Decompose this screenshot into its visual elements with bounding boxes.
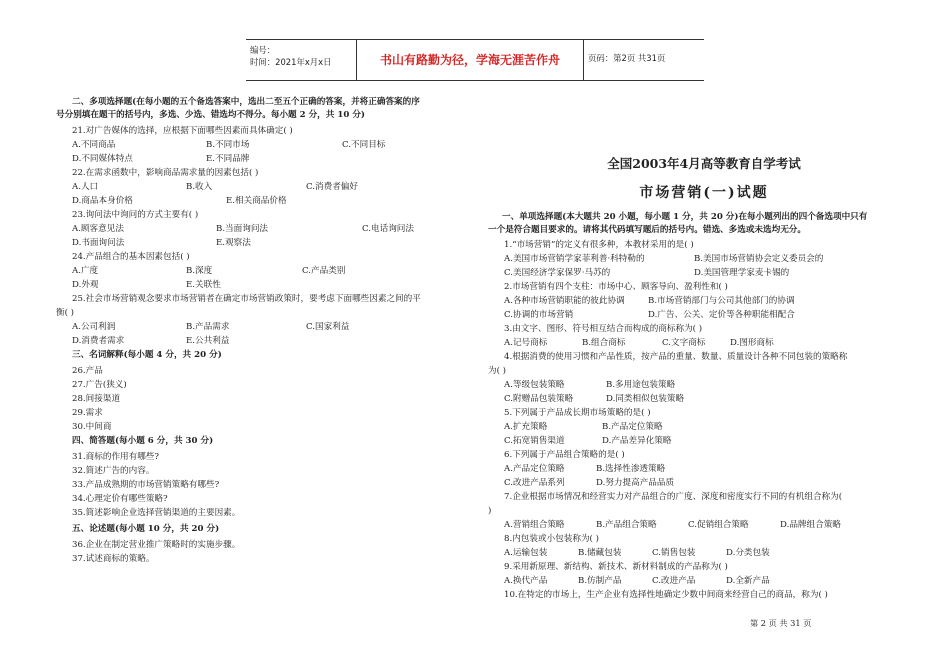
q8-option-b: B.储藏包装	[578, 548, 622, 558]
q2-option-d: D.广告、公关、定价等各种职能相配合	[648, 310, 795, 320]
question-1: 1.“市场营销”的定义有很多种，本教材采用的是( )	[504, 240, 694, 250]
q24-option-e: E.关联性	[186, 280, 221, 290]
q25-option-b: B.产品需求	[186, 322, 230, 332]
q5-option-a: A.扩充策略	[504, 422, 548, 432]
question-35: 35.简述影响企业选择营销渠道的主要因素。	[72, 508, 241, 518]
q25-option-a: A.公司利润	[72, 322, 116, 332]
question-30: 30.中间商	[72, 422, 112, 432]
question-22: 22.在需求函数中，影响商品需求量的因素包括( )	[72, 168, 259, 178]
q5-option-b: B.产品定位策略	[602, 422, 663, 432]
q9-option-b: B.仿制产品	[578, 576, 622, 586]
page-header	[246, 39, 704, 81]
question-9: 9.采用新原理、新结构、新技术、新材料制成的产品称为( )	[504, 562, 728, 572]
q21-option-d: D.不同媒体特点	[72, 154, 133, 164]
header-left	[250, 44, 331, 68]
question-8: 8.内包装或小包装称为( )	[504, 534, 599, 544]
question-36: 36.企业在制定营业推广策略时的实施步骤。	[72, 540, 241, 550]
q25-option-c: C.国家利益	[306, 322, 350, 332]
section1-heading-line2: 一个是符合题目要求的。请将其代码填写题后的括号内。错选、多选或未选均无分。	[488, 225, 806, 235]
q24-option-a: A.广度	[72, 266, 99, 276]
question-7-line2: )	[488, 506, 492, 516]
question-29: 29.需求	[72, 408, 103, 418]
q8-option-c: C.销售包装	[652, 548, 696, 558]
q2-option-c: C.协调的市场营销	[504, 310, 574, 320]
question-5: 5.下列属于产品成长期市场策略的是( )	[504, 408, 651, 418]
q22-option-b: B.收入	[186, 182, 213, 192]
q5-option-c: C.拓宽销售渠道	[504, 436, 565, 446]
q1-option-b: B.美国市场营销协会定义委员会的	[694, 254, 824, 264]
question-32: 32.简述广告的内容。	[72, 466, 155, 476]
question-21: 21.对广告媒体的选择，应根据下面哪些因素而具体确定( )	[72, 126, 293, 136]
q21-option-c: C.不同目标	[342, 140, 386, 150]
q3-option-c: C.文字商标	[662, 338, 706, 348]
question-24: 24.产品组合的基本因素包括( )	[72, 252, 190, 262]
q6-option-b: B.选择性渗透策略	[596, 464, 666, 474]
q22-option-a: A.人口	[72, 182, 99, 192]
question-23: 23.询问法中询问的方式主要有( )	[72, 210, 199, 220]
q25-option-e: E.公共利益	[186, 336, 230, 346]
q4-option-a: A.等级包装策略	[504, 380, 565, 390]
q21-option-a: A.不同商品	[72, 140, 116, 150]
question-10: 10.在特定的市场上，生产企业有选择性地确定少数中间商来经营自己的商品，称为( )	[504, 590, 828, 600]
q23-option-a: A.顾客意见法	[72, 224, 124, 234]
q3-option-d: D.图形商标	[730, 338, 774, 348]
q21-option-b: B.不同市场	[206, 140, 250, 150]
question-33: 33.产品成熟期的市场营销策略有哪些?	[72, 480, 220, 490]
q7-option-b: B.产品组合策略	[596, 520, 657, 530]
q23-option-c: C.电话询问法	[362, 224, 414, 234]
q4-option-b: B.多用途包装策略	[606, 380, 676, 390]
q2-option-a: A.各种市场营销职能的彼此协调	[504, 296, 625, 306]
section3-heading: 三、名词解释(每小题 4 分，共 20 分)	[72, 350, 222, 360]
q25-option-d: D.消费者需求	[72, 336, 125, 346]
q7-option-a: A.营销组合策略	[504, 520, 565, 530]
q6-option-a: A.产品定位策略	[504, 464, 565, 474]
question-37: 37.试述商标的策略。	[72, 554, 155, 564]
section4-heading: 四、简答题(每小题 6 分，共 30 分)	[72, 436, 214, 446]
q22-option-c: C.消费者偏好	[306, 182, 358, 192]
question-26: 26.产品	[72, 366, 103, 376]
q1-option-d: D.美国管理学家麦卡锡的	[694, 268, 790, 278]
question-25-line2: 衡( )	[56, 308, 75, 318]
q24-option-b: B.深度	[186, 266, 213, 276]
q5-option-d: D.产品差异化策略	[602, 436, 672, 446]
q24-option-d: D.外观	[72, 280, 99, 290]
question-2: 2.市场营销有四个支柱：市场中心、顾客导向、盈利性和( )	[504, 282, 728, 292]
question-25-line1: 25.社会市场营销观念要求市场营销者在确定市场营销政策时，要考虑下面哪些因素之间的平	[72, 294, 421, 304]
page-footer: 第 2 页 共 31 页	[750, 618, 812, 628]
header-page-label: 页码：第2页 共31页	[588, 53, 666, 63]
question-34: 34.心理定价有哪些策略?	[72, 494, 168, 504]
q8-option-d: D.分类包装	[726, 548, 770, 558]
header-motto: 书山有路勤为径，学海无涯苦作舟	[356, 40, 584, 80]
exam-title: 全国2003年4月高等教育自学考试	[607, 156, 801, 171]
q2-option-b: B.市场营销部门与公司其他部门的协调	[648, 296, 795, 306]
q6-option-c: C.改进产品系列	[504, 478, 565, 488]
q9-option-a: A.换代产品	[504, 576, 548, 586]
q7-option-d: D.品牌组合策略	[780, 520, 841, 530]
q6-option-d: D.努力提高产品品质	[596, 478, 675, 488]
q4-option-d: D.同类相似包装策略	[606, 394, 685, 404]
q1-option-c: C.美国经济学家保罗·马苏的	[504, 268, 611, 278]
header-number-label: 编号：	[250, 45, 276, 55]
q22-option-d: D.商品本身价格	[72, 196, 133, 206]
q3-option-b: B.组合商标	[582, 338, 626, 348]
q1-option-a: A.美国市场营销学家菲利普·科特勒的	[504, 254, 645, 264]
question-4-line1: 4.根据消费的使用习惯和产品性质，按产品的重量、数量、质量设计各种不同包装的策略称	[504, 352, 848, 362]
question-28: 28.间接渠道	[72, 394, 121, 404]
subject-title: 市场营销(一)试题	[639, 185, 769, 201]
question-31: 31.商标的作用有哪些?	[72, 452, 160, 462]
q4-option-c: C.附赠品包装策略	[504, 394, 574, 404]
q9-option-d: D.全新产品	[726, 576, 770, 586]
q9-option-c: C.改进产品	[652, 576, 696, 586]
header-time-label: 时间：2021年x月x日	[250, 57, 332, 67]
q23-option-e: E.观察法	[216, 238, 251, 248]
question-6: 6.下列属于产品组合策略的是( )	[504, 450, 625, 460]
q24-option-c: C.产品类别	[302, 266, 346, 276]
q3-option-a: A.记号商标	[504, 338, 548, 348]
question-27: 27.广告(狭义)	[72, 380, 127, 390]
q21-option-e: E.不同品牌	[206, 154, 250, 164]
section2-heading-line2: 号分别填在题干的括号内，多选、少选、错选均不得分。每小题 2 分，共 10 分)	[56, 110, 365, 120]
q22-option-e: E.相关商品价格	[226, 196, 287, 206]
question-7-line1: 7.企业根据市场情况和经营实力对产品组合的广度、深度和密度实行不同的有机组合称为(	[504, 492, 843, 502]
q8-option-a: A.运输包装	[504, 548, 548, 558]
section5-heading: 五、论述题(每小题 10 分，共 20 分)	[72, 524, 220, 534]
question-4-line2: 为( )	[488, 366, 507, 376]
section2-heading-line1: 二、多项选择题(在每小题的五个备选答案中，选出二至五个正确的答案，并将正确答案的序	[72, 97, 420, 107]
q23-option-d: D.书面询问法	[72, 238, 125, 248]
q7-option-c: C.促销组合策略	[688, 520, 749, 530]
section1-heading-line1: 一、单项选择题(本大题共 20 小题，每小题 1 分，共 20 分)在每小题列出的四个备选项中只有	[502, 212, 868, 222]
q23-option-b: B.当面询问法	[216, 224, 269, 234]
question-3: 3.由文字、图形、符号相互结合而构成的商标称为( )	[504, 324, 703, 334]
